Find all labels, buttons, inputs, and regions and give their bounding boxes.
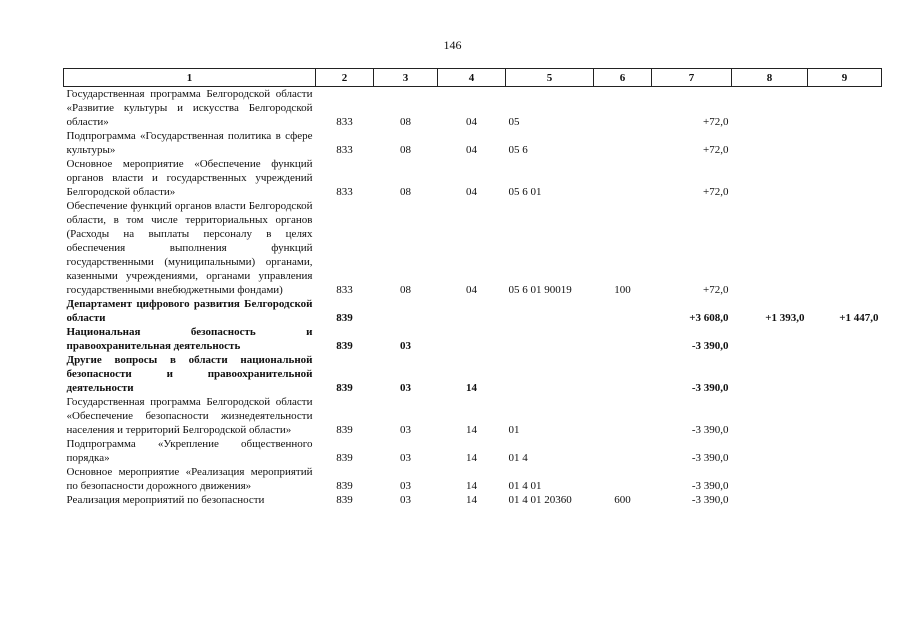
header-row bbox=[64, 69, 882, 87]
section-code: 03 bbox=[400, 340, 411, 352]
section-code: 08 bbox=[400, 116, 411, 128]
amount-col-8 bbox=[732, 325, 808, 353]
table-row bbox=[64, 437, 882, 465]
amount-col-7: +72,0 bbox=[703, 116, 729, 128]
row-description: Национальная безопасность и правоохранительная деятельность bbox=[66, 326, 313, 352]
subsection-code: 14 bbox=[466, 494, 477, 506]
ministry-code: 833 bbox=[336, 284, 353, 296]
target-article-code: 05 6 01 90019 bbox=[508, 284, 572, 296]
row-description: Подпрограмма «Государственная политика в сфере культуры» bbox=[66, 130, 313, 156]
ministry-code: 839 bbox=[336, 480, 353, 492]
amount-col-9 bbox=[808, 437, 882, 465]
ministry-code: 833 bbox=[336, 144, 353, 156]
amount-col-7: -3 390,0 bbox=[691, 452, 729, 464]
expense-type-code: 100 bbox=[614, 284, 631, 296]
ministry-code: 839 bbox=[336, 312, 353, 324]
table-row bbox=[64, 493, 882, 507]
amount-col-8 bbox=[732, 199, 808, 297]
ministry-code: 839 bbox=[336, 494, 353, 506]
table-row bbox=[64, 465, 882, 493]
amount-col-8 bbox=[732, 437, 808, 465]
header-col-8: 8 bbox=[732, 69, 808, 87]
subsection-code: 14 bbox=[466, 382, 477, 394]
target-article-code: 05 6 bbox=[508, 144, 528, 156]
amount-col-9 bbox=[808, 493, 882, 507]
amount-col-9 bbox=[808, 395, 882, 437]
amount-col-9 bbox=[808, 325, 882, 353]
ministry-code: 839 bbox=[336, 424, 353, 436]
row-description: Основное мероприятие «Обеспечение функций органов власти и государственных учреждений Белгородской области» bbox=[66, 158, 313, 198]
table-row bbox=[64, 129, 882, 157]
section-code: 08 bbox=[400, 144, 411, 156]
amount-col-9 bbox=[808, 199, 882, 297]
table-row bbox=[64, 353, 882, 395]
amount-col-8 bbox=[732, 395, 808, 437]
table-row bbox=[64, 325, 882, 353]
section-code: 08 bbox=[400, 284, 411, 296]
expense-type-code bbox=[594, 129, 652, 157]
section-code: 03 bbox=[400, 382, 411, 394]
row-description: Другие вопросы в области национальной безопасности и правоохранительной деятельности bbox=[66, 354, 313, 394]
row-description: Основное мероприятие «Реализация мероприятий по безопасности дорожного движения» bbox=[66, 466, 313, 492]
subsection-code: 14 bbox=[466, 452, 477, 464]
header-col-4: 4 bbox=[438, 69, 506, 87]
header-col-2: 2 bbox=[316, 69, 374, 87]
subsection-code: 04 bbox=[466, 144, 477, 156]
page-number: 146 bbox=[443, 38, 462, 52]
ministry-code: 833 bbox=[336, 116, 353, 128]
expense-type-code bbox=[594, 297, 652, 325]
subsection-code: 14 bbox=[466, 424, 477, 436]
amount-col-7: +72,0 bbox=[703, 144, 729, 156]
target-article-code: 01 bbox=[508, 424, 520, 436]
amount-col-7: -3 390,0 bbox=[691, 340, 729, 352]
amount-col-9 bbox=[808, 157, 882, 199]
row-description: Департамент цифрового развития Белгородской области bbox=[66, 298, 313, 324]
amount-col-9 bbox=[808, 87, 882, 130]
expense-type-code bbox=[594, 87, 652, 130]
ministry-code: 839 bbox=[336, 340, 353, 352]
amount-col-7: -3 390,0 bbox=[691, 494, 729, 506]
row-description: Подпрограмма «Укрепление общественного порядка» bbox=[66, 438, 313, 464]
section-code: 08 bbox=[400, 186, 411, 198]
subsection-code: 04 bbox=[466, 116, 477, 128]
header-col-6: 6 bbox=[594, 69, 652, 87]
target-article-code: 05 bbox=[508, 116, 520, 128]
header-col-7: 7 bbox=[652, 69, 732, 87]
section-code: 03 bbox=[400, 424, 411, 436]
section-code: 03 bbox=[400, 452, 411, 464]
amount-col-8 bbox=[732, 129, 808, 157]
expense-type-code bbox=[594, 437, 652, 465]
amount-col-8 bbox=[732, 493, 808, 507]
target-article-code bbox=[506, 297, 594, 325]
expense-type-code bbox=[594, 465, 652, 493]
subsection-code bbox=[438, 297, 506, 325]
amount-col-9: +1 447,0 bbox=[839, 312, 879, 324]
target-article-code: 01 4 bbox=[508, 452, 528, 464]
amount-col-7: +72,0 bbox=[703, 284, 729, 296]
target-article-code bbox=[506, 325, 594, 353]
section-code: 03 bbox=[400, 494, 411, 506]
header-col-1: 1 bbox=[64, 69, 316, 87]
expense-type-code bbox=[594, 395, 652, 437]
amount-col-9 bbox=[808, 465, 882, 493]
subsection-code: 14 bbox=[466, 480, 477, 492]
expense-type-code: 600 bbox=[614, 494, 631, 506]
row-description: Государственная программа Белгородской области «Обеспечение безопасности жизнедеятельности населения и территорий Белгородской области» bbox=[66, 396, 313, 436]
target-article-code: 01 4 01 20360 bbox=[508, 494, 572, 506]
amount-col-7: +72,0 bbox=[703, 186, 729, 198]
amount-col-7: -3 390,0 bbox=[691, 480, 729, 492]
subsection-code: 04 bbox=[466, 186, 477, 198]
ministry-code: 833 bbox=[336, 186, 353, 198]
section-code bbox=[374, 297, 438, 325]
table-row bbox=[64, 199, 882, 297]
budget-table bbox=[63, 68, 882, 507]
header-col-9: 9 bbox=[808, 69, 882, 87]
amount-col-8 bbox=[732, 353, 808, 395]
expense-type-code bbox=[594, 353, 652, 395]
table-row bbox=[64, 395, 882, 437]
amount-col-9 bbox=[808, 129, 882, 157]
subsection-code bbox=[438, 325, 506, 353]
table-row bbox=[64, 297, 882, 325]
target-article-code: 05 6 01 bbox=[508, 186, 542, 198]
amount-col-7: +3 608,0 bbox=[689, 312, 729, 324]
table-row bbox=[64, 157, 882, 199]
section-code: 03 bbox=[400, 480, 411, 492]
amount-col-9 bbox=[808, 353, 882, 395]
table-row bbox=[64, 87, 882, 130]
amount-col-7: -3 390,0 bbox=[691, 382, 729, 394]
amount-col-8 bbox=[732, 87, 808, 130]
expense-type-code bbox=[594, 325, 652, 353]
ministry-code: 839 bbox=[336, 452, 353, 464]
row-description: Обеспечение функций органов власти Белгородской области, в том числе территориальных органов (Расходы на выплаты персоналу в целях обеспечения выполнения функций государственными (муниципальными) органами, казенными учреждениями, органами управления государственными внебюджетными фондами) bbox=[66, 200, 313, 296]
target-article-code: 01 4 01 bbox=[508, 480, 542, 492]
amount-col-7: -3 390,0 bbox=[691, 424, 729, 436]
amount-col-8: +1 393,0 bbox=[765, 312, 805, 324]
header-col-3: 3 bbox=[374, 69, 438, 87]
subsection-code: 04 bbox=[466, 284, 477, 296]
row-description: Реализация мероприятий по безопасности bbox=[66, 494, 265, 506]
amount-col-8 bbox=[732, 157, 808, 199]
ministry-code: 839 bbox=[336, 382, 353, 394]
row-description: Государственная программа Белгородской области «Развитие культуры и искусства Белгородской области» bbox=[66, 88, 313, 128]
expense-type-code bbox=[594, 157, 652, 199]
amount-col-8 bbox=[732, 465, 808, 493]
target-article-code bbox=[506, 353, 594, 395]
header-col-5: 5 bbox=[506, 69, 594, 87]
